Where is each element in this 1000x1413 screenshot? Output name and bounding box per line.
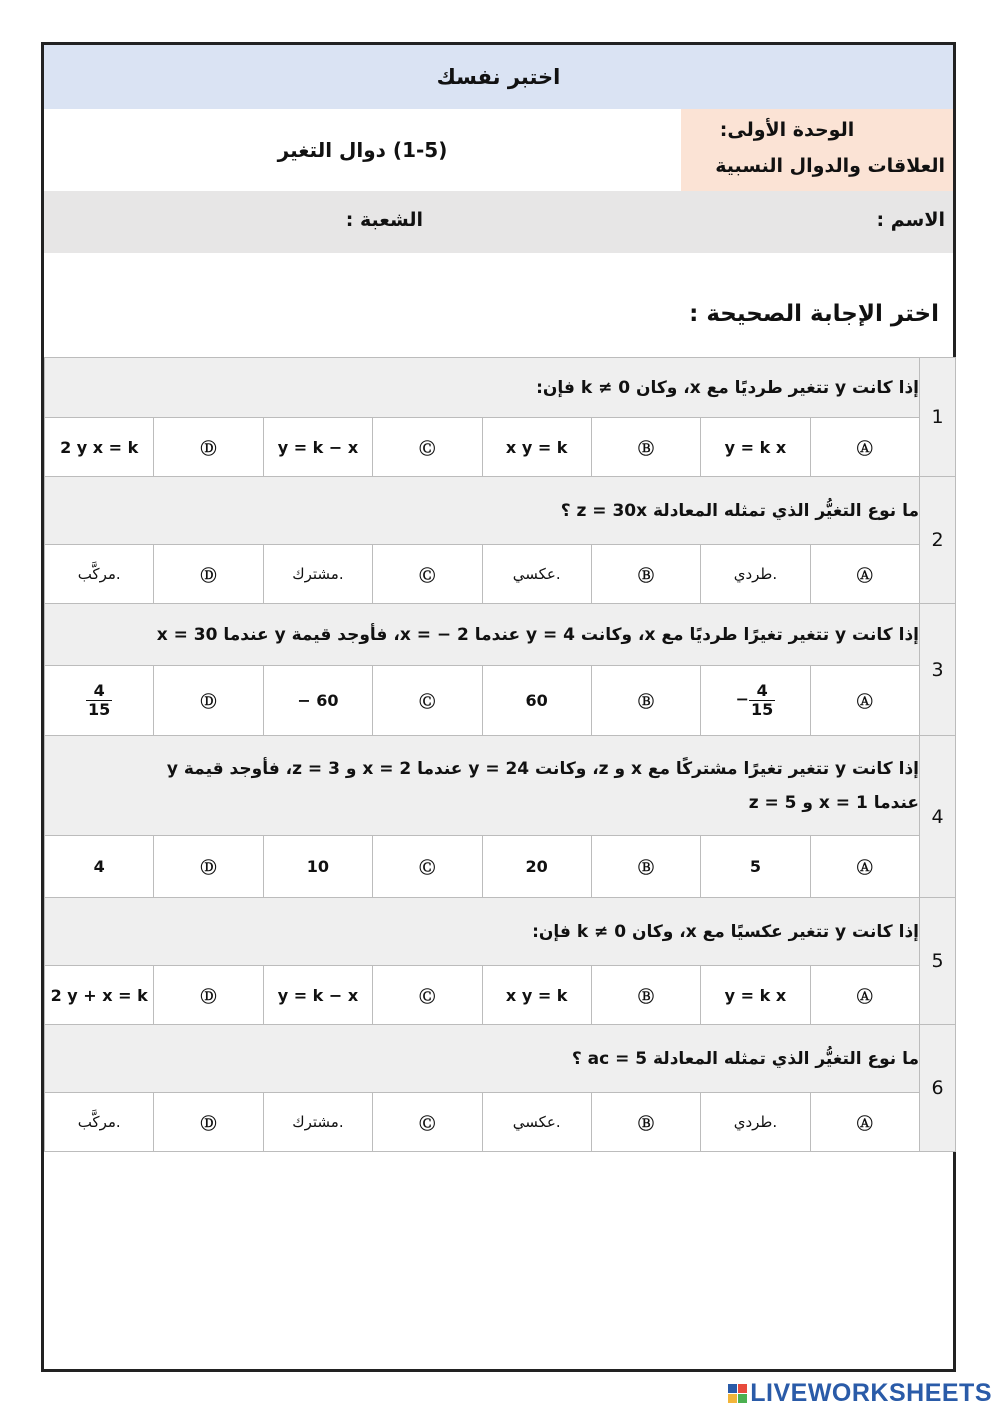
letter-d-icon[interactable]: Ⓓ: [154, 836, 263, 898]
option-c[interactable]: y = k − x: [263, 966, 372, 1025]
logo-square: [738, 1394, 747, 1403]
logo-square: [728, 1394, 737, 1403]
question-number: 5: [920, 898, 956, 1025]
unit-title: الوحدة الأولى:: [719, 119, 855, 141]
option-a[interactable]: [701, 666, 810, 736]
options-row: [45, 1093, 956, 1152]
fraction: [749, 682, 775, 718]
questions-table: [44, 357, 956, 1152]
unit-box: [681, 109, 953, 191]
option-d[interactable]: مركَّب.: [45, 1093, 154, 1152]
question-stem: إذا كانت y تتغير عكسيًا مع x، وكان k ≠ 0 فإن:: [45, 898, 920, 966]
letter-c-icon[interactable]: Ⓒ: [373, 545, 482, 604]
option-d[interactable]: 2 y x = k: [45, 418, 154, 477]
letter-b-icon[interactable]: Ⓑ: [591, 545, 700, 604]
question-number: 2: [920, 477, 956, 604]
options-row: [45, 836, 956, 898]
question-stem: إذا كانت y تتغير تغيرًا طرديًا مع x، وكانت y = 4 عندما x = − 2، فأوجد قيمة y عندما x = 30: [45, 604, 920, 666]
question-stem: [45, 736, 920, 836]
options-row: [45, 418, 956, 477]
letter-b-icon[interactable]: Ⓑ: [591, 418, 700, 477]
question-number: 3: [920, 604, 956, 736]
letter-d-icon[interactable]: Ⓓ: [154, 666, 263, 736]
question-row: [45, 477, 956, 545]
letter-a-icon[interactable]: Ⓐ: [810, 1093, 919, 1152]
question-number: 4: [920, 736, 956, 898]
name-field[interactable]: الاسم :: [876, 209, 945, 231]
letter-a-icon[interactable]: Ⓐ: [810, 966, 919, 1025]
letter-a-icon[interactable]: Ⓐ: [810, 545, 919, 604]
fraction-numerator: 4: [86, 682, 112, 701]
options-row: [45, 545, 956, 604]
fraction-numerator: 4: [749, 682, 775, 701]
options-row: [45, 666, 956, 736]
option-b[interactable]: 60: [482, 666, 591, 736]
letter-a-icon[interactable]: Ⓐ: [810, 836, 919, 898]
watermark-text: LIVEWORKSHEETS: [750, 1378, 992, 1407]
option-c[interactable]: مشترك.: [263, 1093, 372, 1152]
letter-c-icon[interactable]: Ⓒ: [373, 836, 482, 898]
question-row: [45, 736, 956, 836]
letter-d-icon[interactable]: Ⓓ: [154, 418, 263, 477]
option-d[interactable]: [45, 666, 154, 736]
option-b[interactable]: x y = k: [482, 966, 591, 1025]
letter-c-icon[interactable]: Ⓒ: [373, 418, 482, 477]
unit-subtitle: العلاقات والدوال النسبية: [715, 155, 945, 177]
logo-square: [728, 1384, 737, 1393]
fraction-denominator: 15: [88, 700, 111, 719]
option-c[interactable]: y = k − x: [263, 418, 372, 477]
option-d[interactable]: 2 y + x = k: [45, 966, 154, 1025]
option-b[interactable]: x y = k: [482, 418, 591, 477]
letter-c-icon[interactable]: Ⓒ: [373, 966, 482, 1025]
letter-a-icon[interactable]: Ⓐ: [810, 666, 919, 736]
option-a[interactable]: طردي.: [701, 545, 810, 604]
option-d[interactable]: مركَّب.: [45, 545, 154, 604]
option-c[interactable]: − 60: [263, 666, 372, 736]
letter-c-icon[interactable]: Ⓒ: [373, 666, 482, 736]
question-row: [45, 358, 956, 418]
option-b[interactable]: 20: [482, 836, 591, 898]
lesson-title: (1-5) دوال التغير: [277, 138, 448, 162]
option-a[interactable]: y = k x: [701, 418, 810, 477]
question-stem: ما نوع التغيُّر الذي تمثله المعادلة ac = 5 ؟: [45, 1025, 920, 1093]
question-stem: إذا كانت y تتغير طرديًا مع x، وكان k ≠ 0 فإن:: [45, 358, 920, 418]
letter-b-icon[interactable]: Ⓑ: [591, 966, 700, 1025]
question-row: [45, 898, 956, 966]
letter-a-icon[interactable]: Ⓐ: [810, 418, 919, 477]
option-c[interactable]: مشترك.: [263, 545, 372, 604]
liveworksheets-logo-icon: [728, 1384, 747, 1403]
worksheet: [41, 42, 956, 1372]
option-d[interactable]: 4: [45, 836, 154, 898]
fraction: [86, 682, 112, 718]
question-stem-line1: إذا كانت y تتغير تغيرًا مشتركًا مع x و z، وكانت y = 24 عندما x = 2 و z = 3، فأوجد قيمة y: [166, 758, 919, 779]
option-a[interactable]: طردي.: [701, 1093, 810, 1152]
letter-b-icon[interactable]: Ⓑ: [591, 836, 700, 898]
letter-b-icon[interactable]: Ⓑ: [591, 1093, 700, 1152]
option-b[interactable]: عكسي.: [482, 545, 591, 604]
question-stem-line2: عندما x = 1 و z = 5: [748, 792, 919, 813]
instruction-heading: اختر الإجابة الصحيحة :: [689, 301, 939, 327]
letter-c-icon[interactable]: Ⓒ: [373, 1093, 482, 1152]
question-row: [45, 1025, 956, 1093]
letter-d-icon[interactable]: Ⓓ: [154, 1093, 263, 1152]
letter-d-icon[interactable]: Ⓓ: [154, 545, 263, 604]
option-a[interactable]: 5: [701, 836, 810, 898]
question-number: 6: [920, 1025, 956, 1152]
letter-b-icon[interactable]: Ⓑ: [591, 666, 700, 736]
option-a[interactable]: y = k x: [701, 966, 810, 1025]
question-number: 1: [920, 358, 956, 477]
liveworksheets-watermark: [728, 1378, 992, 1408]
question-row: [45, 604, 956, 666]
letter-d-icon[interactable]: Ⓓ: [154, 966, 263, 1025]
question-stem: ما نوع التغيُّر الذي تمثله المعادلة z = 30x ؟: [45, 477, 920, 545]
minus-sign: −: [735, 690, 749, 709]
student-info-band: [44, 191, 953, 253]
logo-square: [738, 1384, 747, 1393]
option-c[interactable]: 10: [263, 836, 372, 898]
options-row: [45, 966, 956, 1025]
worksheet-title: اختبر نفسك: [44, 45, 953, 109]
fraction-denominator: 15: [751, 700, 774, 719]
option-b[interactable]: عكسي.: [482, 1093, 591, 1152]
section-field[interactable]: الشعبة :: [345, 209, 423, 231]
